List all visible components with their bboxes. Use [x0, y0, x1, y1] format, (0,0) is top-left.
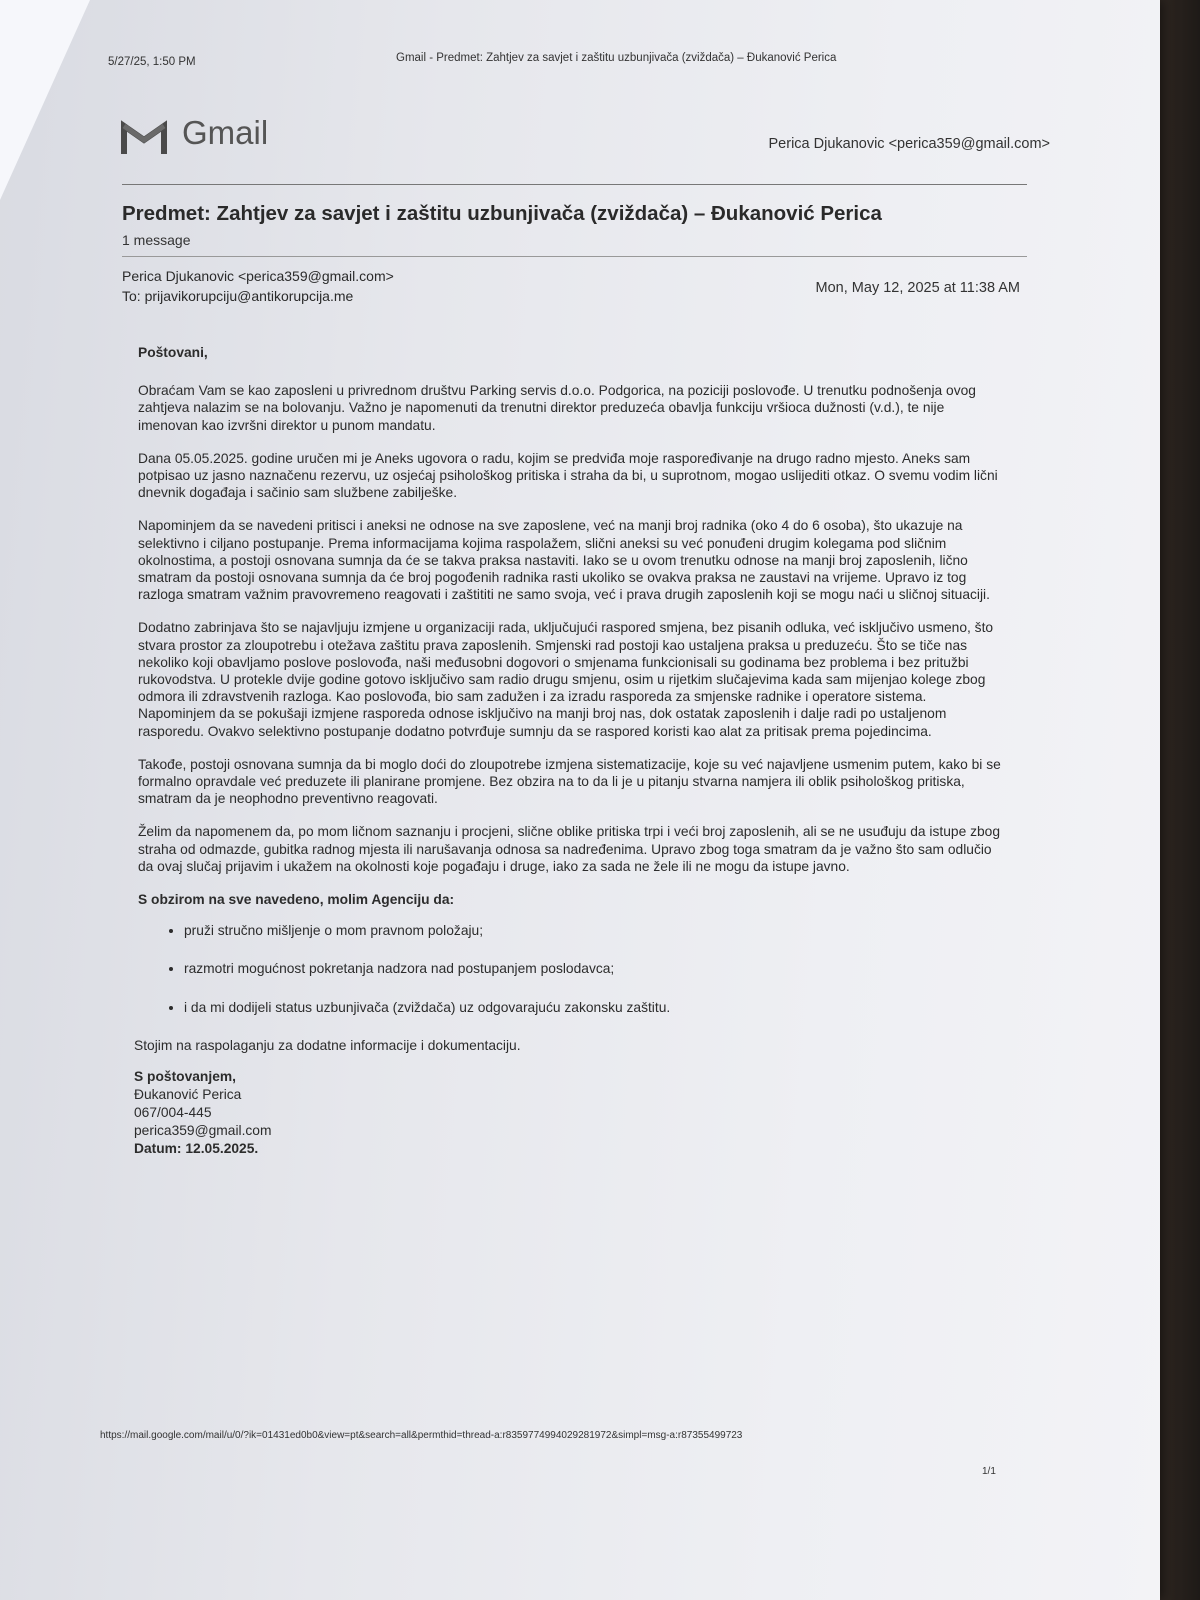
account-owner: Perica Djukanovic <perica359@gmail.com>: [768, 136, 1050, 152]
body-paragraph: Obraćam Vam se kao zaposleni u privrednom društvu Parking servis d.o.o. Podgorica, na poziciji poslovođe. U trenutku podnošenja ovog zahtjeva nalazim se na bolovanju. Važno je napomenuti da trenutni direktor preduzeća obavlja funkciju vršioca dužnosti (v.d.), te nije imenovan kao izvršni direktor u punom mandatu.: [138, 383, 976, 433]
gmail-header: [120, 112, 1050, 164]
greeting: Poštovani,: [138, 345, 208, 360]
gmail-wordmark: Gmail: [182, 114, 269, 151]
body-paragraph: Dodatno zabrinjava što se najavljuju izmjene u organizaciji rada, uključujući raspored smjena, bez pisanih odluka, već isključivo usmeno, što stvara prostor za zloupotrebu i otežava zaštitu prava zaposlenih. Smjenski rad postoji kao ustaljena praksa u preduzeću. Što se tiče nas nekoliko koji obavljamo poslove poslovođa, naši međusobni dogovori o smjenama funkcionisali su godinama bez problema i bez pritužbi rukovodstva. U protekle dvije godine gotovo isključivo sam radio drugu smjenu, osim u rijetkim slučajevima kada sam mijenjao kolege zbog odmora ili zdravstvenih razloga. Kao poslovođa, bio sam zadužen i za izradu rasporeda za smjenske radnike i operatore sistema. Napominjem da se pokušaji izmjene rasporeda odnose isključivo na manji broj nas, dok ostatak zaposlenih i dalje radi po ustaljenom rasporedu. Ovakvo selektivno postupanje dodatno potvrđuje sumnju da se raspored koristi kao alat za pritisak prema pojedincima.: [138, 620, 994, 739]
signature-phone: 067/004-445: [134, 1105, 212, 1121]
signature-name: Đukanović Perica: [134, 1087, 242, 1103]
body-paragraph: Dana 05.05.2025. godine uručen mi je Aneks ugovora o radu, kojim se predviđa moje raspoređivanje na drugo radno mjesto. Aneks sam potpisao uz jasno naznačenu rezervu, uz osjećaj psihološkog pritiska i straha da bi, u suprotnom, mogao uslijediti otkaz. O svemu vodim lični dnevnik događaja i sačinio sam službene zabilješke.: [138, 450, 998, 501]
print-datetime: 5/27/25, 1:50 PM: [108, 56, 196, 68]
header-divider: [122, 184, 1027, 185]
list-item: • i da mi dodijeli status uzbunjivača (zviždača) uz odgovarajuću zakonsku zaštitu.: [184, 999, 1003, 1016]
body-paragraph: Napominjem da se navedeni pritisci i aneksi ne odnose na sve zaposlene, već na manji broj radnika (oko 4 do 6 osoba), što ukazuje na selektivno i ciljano postupanje. Prema informacijama kojima raspolažem, slični aneksi su već ponuđeni drugim kolegama pod sličnim okolnostima, a postoji osnovana sumnja da će se takva praksa nastaviti. Iako se u ovom trenutku odnose na manji broj zaposlenih, lično smatram da postoji osnovana sumnja da će broj pogođenih radnika rasti ukoliko se ovakva praksa ne zaustavi na vrijeme. Upravo iz tog razloga smatram važnim pravovremeno reagovati i zaštititi ne samo svoja, već i prava drugih zaposlenih koji se mogu naći u sličnoj situaciji.: [138, 518, 990, 603]
print-footer-url: https://mail.google.com/mail/u/0/?ik=01431ed0b0&view=pt&search=all&permthid=thread-a:r8359774994029281972&simpl=msg-a:r87355499723: [100, 1430, 743, 1441]
page-number: 1/1: [982, 1466, 996, 1477]
gmail-m-icon: [120, 116, 168, 156]
list-item: • razmotri mogućnost pokretanja nadzora nad postupanjem poslodavca;: [184, 960, 1003, 977]
signature-block: [134, 1068, 1003, 1158]
list-item: • pruži stručno mišljenje o mom pravnom položaju;: [184, 922, 1003, 939]
request-list: [138, 922, 1003, 1016]
subject-divider: [122, 256, 1027, 257]
page-corner-highlight: [0, 0, 90, 200]
request-intro: S obzirom na sve navedeno, molim Agenciju da:: [138, 892, 455, 908]
thread-subject: Predmet: Zahtjev za savjet i zaštitu uzbunjivača (zviždača) – Đukanović Perica: [122, 202, 882, 225]
message-sender: Perica Djukanovic <perica359@gmail.com>: [122, 268, 394, 284]
body-paragraph: Želim da napomenem da, po mom ličnom saznanju i procjeni, slične oblike pritiska trpi i veći broj zaposlenih, ali se ne usuđuju da istupe zbog straha od odmazde, gubitka radnog mjesta ili narušavanja odnosa sa nadređenima. Upravo zbog toga smatram da je važno što sam odlučio da ovaj slučaj prijavim i ukažem na okolnosti koje pogađaju i druge, iako za sada ne žele ili ne mogu da istupe javno.: [138, 824, 1000, 874]
signature-date: Datum: 12.05.2025.: [134, 1141, 259, 1157]
signature-salutation: S poštovanjem,: [134, 1069, 236, 1085]
message-date: Mon, May 12, 2025 at 11:38 AM: [815, 280, 1020, 296]
closing-note: Stojim na raspolaganju za dodatne informacije i dokumentaciju.: [134, 1037, 521, 1053]
message-recipient: To: prijavikorupciju@antikorupcija.me: [122, 288, 354, 304]
body-paragraph: Takođe, postoji osnovana sumnja da bi moglo doći do zloupotrebe izmjena sistematizacije, koje su već najavljene usmenim putem, kako bi se formalno opravdale već preduzete ili planirane promjene. Bez obzira na to da li je u pitanju stvarna namjera ili oblik psihološkog pritiska, smatram da je neophodno preventivno reagovati.: [138, 756, 1001, 807]
message-body: [134, 344, 1003, 1158]
signature-email: perica359@gmail.com: [134, 1123, 272, 1139]
print-doc-title: Gmail - Predmet: Zahtjev za savjet i zaštitu uzbunjivača (zviždača) – Đukanović Perica: [396, 52, 837, 64]
message-count: 1 message: [122, 232, 191, 248]
